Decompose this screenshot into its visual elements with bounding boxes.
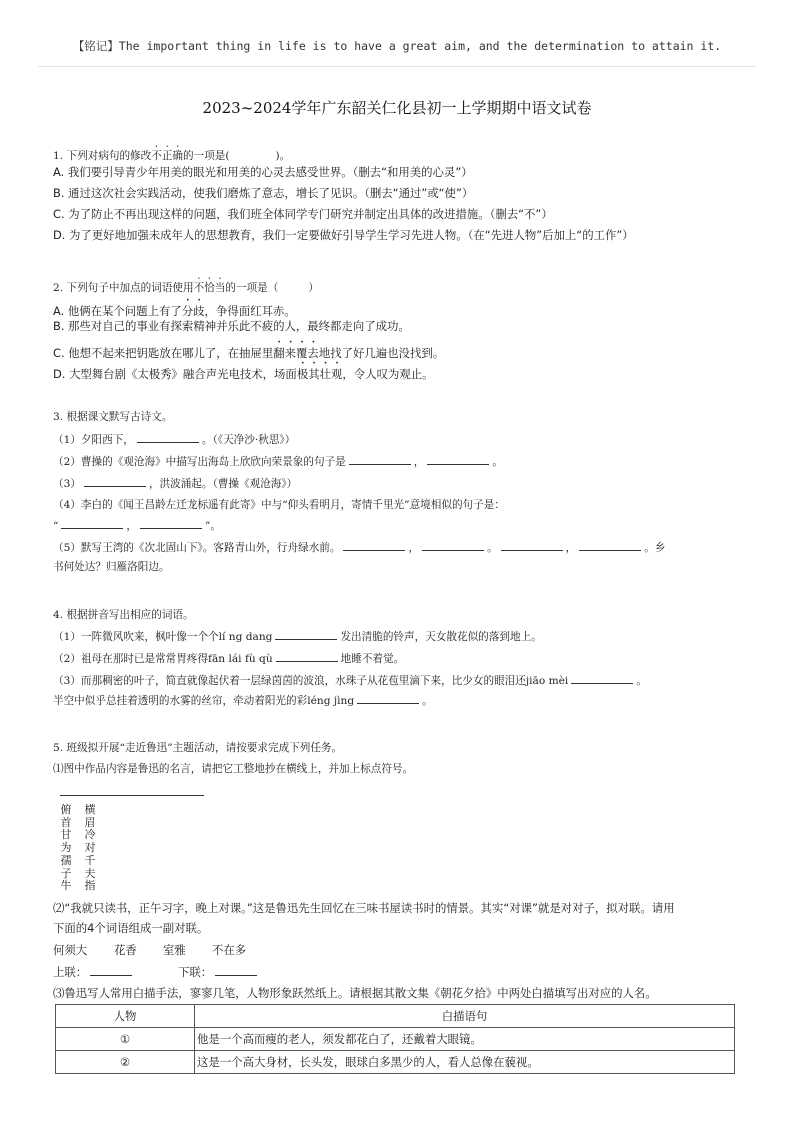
header-divider xyxy=(38,66,756,67)
page-title: 2023~2024学年广东韶关仁化县初一上学期期中语文试卷 xyxy=(202,99,592,117)
upper-couplet-blank[interactable] xyxy=(90,964,132,976)
q5-word-3: 室雅 xyxy=(163,943,186,957)
q4-item-4: 半空中似乎总挂着透明的水雾的丝帘，牵动着阳光的彩léng jìng 。 xyxy=(53,692,433,709)
q2-stem: 2. 下列句子中加点的词语使用不恰当的一项是（ ） xyxy=(53,282,319,294)
answer-blank[interactable] xyxy=(275,628,337,640)
q1-option-b: B. 通过这次社会实践活动，使我们磨炼了意志，增长了见识。（删去“通过”或“使”） xyxy=(53,186,474,200)
q4-item-3: （3）而那稠密的叶子，简直就像起伏着一层绿茵茵的波浪，水珠子从花苞里滴下来，比少女的眼泪还jiāo mèi 。 xyxy=(53,672,647,689)
q2-emphasis: 不恰当 xyxy=(193,282,226,294)
answer-blank[interactable] xyxy=(276,650,338,662)
calligraphy-right-column: 横 眉 冷 对 千 夫 指 xyxy=(84,803,96,893)
answer-blank[interactable] xyxy=(571,672,633,684)
table-row xyxy=(56,1028,735,1051)
q1-option-a: A. 我们要引导青少年用美的眼光和用美的心灵去感受世界。（删去“和用美的心灵”） xyxy=(53,165,473,179)
q5-word-1: 何须大 xyxy=(53,943,88,957)
q3-stem: 3. 根据课文默写古诗文。 xyxy=(53,411,173,423)
q4-item-2: （2）祖母在那时已是常常胃疼得fān lái fù qù 地睡不着觉。 xyxy=(53,650,404,667)
q2-option-b: B. 那些对自己的事业有探索精神并乐此不疲的人，最终都走向了成功。 xyxy=(53,319,410,333)
table-cell: 这是一个高大身材，长头发，眼球白多黑少的人，看人总像在藐视。 xyxy=(195,1051,735,1074)
q3-item-2: （2）曹操的《观沧海》中描写出海岛上欣欣向荣景象的句子是 ， 。 xyxy=(53,453,503,470)
answer-blank[interactable] xyxy=(84,475,146,487)
q1-option-d: D. 为了更好地加强未成年人的思想教育，我们一定要做好引导学生学习先进人物。（在“先进人物”后加上“的工作”） xyxy=(53,228,634,242)
answer-blank[interactable] xyxy=(61,517,123,529)
q3-item-4-answer: “ ， ”。 xyxy=(53,517,221,534)
table-cell: 他是一个高而瘦的老人，须发都花白了，还戴着大眼镜。 xyxy=(195,1028,735,1051)
table-header: 白描语句 xyxy=(195,1005,735,1028)
q5-stem: 5. 班级拟开展“走近鲁迅”主题活动，请按要求完成下列任务。 xyxy=(53,742,343,754)
q4-item-1: （1）一阵微风吹来，枫叶像一个个lí ng dang 发出清脆的铃声，天女散花似的落到地上。 xyxy=(53,628,542,645)
q1-emphasis: 不正确 xyxy=(151,150,184,162)
q5-sub1: ⑴图中作品内容是鲁迅的名言，请把它工整地抄在横线上，并加上标点符号。 xyxy=(53,763,414,775)
lower-couplet: 下联： xyxy=(178,964,260,980)
motto-header: 【铭记】The important thing in life is to have a great aim, and the determination to attain it. xyxy=(72,39,722,53)
character-table xyxy=(55,1004,735,1074)
answer-blank[interactable] xyxy=(140,517,202,529)
lower-couplet-blank[interactable] xyxy=(215,964,257,976)
q2-option-d: D. 大型舞台剧《太极秀》融合声光电技术，场面极其壮观，令人叹为观止。 xyxy=(53,367,434,381)
table-row xyxy=(56,1051,735,1074)
table-header: 人物 xyxy=(56,1005,195,1028)
q2-option-c: C. 他想不起来把钥匙放在哪儿了，在抽屉里翻来覆去地找了好几遍也没找到。 xyxy=(53,346,445,360)
q5-word-4: 不在多 xyxy=(212,943,247,957)
answer-blank[interactable] xyxy=(422,539,484,551)
table-header-row xyxy=(56,1005,735,1028)
table-cell[interactable]: ② xyxy=(56,1051,195,1074)
answer-blank[interactable] xyxy=(343,539,405,551)
q3-item-4: （4）李白的《闻王昌龄左迁龙标遥有此寄》中与“仰头看明月，寄情千里光”意境相似的句子是： xyxy=(53,499,505,511)
answer-blank[interactable] xyxy=(579,539,641,551)
q5-sub3: ⑶鲁迅写人常用白描手法，寥寥几笔，人物形象跃然纸上。请根据其散文集《朝花夕拾》中两处白描填写出对应的人名。 xyxy=(53,986,657,1000)
q1-stem: 1. 下列对病句的修改不正确的一项是( )。 xyxy=(53,150,291,162)
answer-blank[interactable] xyxy=(427,453,489,465)
calligraphy-left-column: 俯 首 甘 为 孺 子 牛 xyxy=(60,803,72,893)
q5-sub2-line1: ⑵“我就只读书，正午习字，晚上对课。”这是鲁迅先生回忆在三味书屋读书时的情景。其实“对课”就是对对子，拟对联。请用 xyxy=(53,901,675,915)
answer-blank[interactable] xyxy=(501,539,563,551)
q5-word-2: 花香 xyxy=(114,943,137,957)
q3-item-1: （1）夕阳西下， 。（《天净沙·秋思》） xyxy=(53,431,295,448)
copy-answer-line[interactable] xyxy=(60,795,204,796)
answer-blank[interactable] xyxy=(137,431,199,443)
q1-option-c: C. 为了防止不再出现这样的问题，我们班全体同学专门研究并制定出具体的改进措施。（删去“不”） xyxy=(53,207,553,221)
q3-item-5-end: 书何处达？归雁洛阳边。 xyxy=(53,561,170,573)
q4-stem: 4. 根据拼音写出相应的词语。 xyxy=(53,609,194,621)
q5-sub2-line2: 下面的4个词语组成一副对联。 xyxy=(53,921,209,935)
table-cell[interactable]: ① xyxy=(56,1028,195,1051)
answer-blank[interactable] xyxy=(357,692,419,704)
q3-item-5: （5）默写王湾的《次北固山下》。客路青山外，行舟绿水前。 ， 。 ， 。乡 xyxy=(53,539,665,556)
upper-couplet: 上联： xyxy=(53,964,135,980)
q2-option-a: A. 他俩在某个问题上有了分歧，争得面红耳赤。 xyxy=(53,304,296,318)
q3-item-3: （3） ，洪波涌起。（曹操《观沧海》） xyxy=(53,475,297,492)
answer-blank[interactable] xyxy=(349,453,411,465)
